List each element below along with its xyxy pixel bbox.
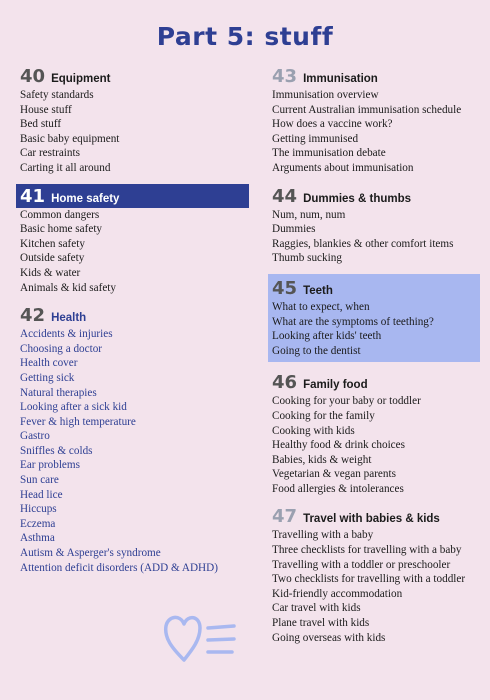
list-item[interactable]: Car travel with kids: [272, 602, 361, 615]
list-item[interactable]: Asthma: [20, 532, 55, 545]
section-number: 42: [20, 305, 46, 327]
list-item[interactable]: Vegetarian & vegan parents: [272, 468, 396, 481]
section-items: [268, 394, 480, 496]
list-item[interactable]: Animals & kid safety: [20, 281, 117, 294]
section-number: 45: [272, 277, 298, 299]
section-equipment: [16, 64, 249, 176]
list-item[interactable]: Healthy food & drink choices: [272, 439, 405, 452]
list-item[interactable]: Current Australian immunisation schedule: [272, 103, 462, 116]
list-item[interactable]: Sun care: [20, 474, 59, 487]
section-teeth: [268, 274, 480, 362]
list-item[interactable]: Autism & Asperger's syndrome: [20, 547, 161, 560]
section-title[interactable]: Health: [51, 312, 87, 325]
list-item[interactable]: Getting sick: [20, 371, 75, 384]
section-number: 43: [272, 66, 298, 87]
list-item[interactable]: How does a vaccine work?: [272, 118, 393, 131]
list-item[interactable]: Eczema: [20, 517, 56, 530]
list-item[interactable]: Car restraints: [20, 147, 80, 160]
section-title[interactable]: Family food: [303, 379, 368, 392]
page-title: Part 5: stuff: [156, 22, 334, 51]
section-items: [16, 327, 249, 575]
list-item[interactable]: Outside safety: [20, 252, 85, 265]
section-number: 46: [272, 372, 298, 394]
list-item[interactable]: The immunisation debate: [272, 147, 386, 160]
list-item[interactable]: Kids & water: [20, 266, 81, 279]
section-title[interactable]: Teeth: [303, 284, 333, 297]
section-health: [16, 303, 249, 575]
list-item[interactable]: Gastro: [20, 430, 50, 443]
list-item[interactable]: Arguments about immunisation: [272, 161, 414, 174]
list-item[interactable]: Ear problems: [20, 459, 80, 472]
list-item[interactable]: Travelling with a baby: [272, 529, 374, 542]
section-header: [16, 303, 249, 327]
section-header: [268, 64, 480, 88]
section-title[interactable]: Dummies & thumbs: [303, 192, 412, 205]
list-item[interactable]: Cooking with kids: [272, 424, 355, 437]
list-item[interactable]: Common dangers: [20, 208, 100, 221]
section-number: 47: [272, 506, 298, 528]
list-item[interactable]: Safety standards: [20, 89, 94, 101]
list-item[interactable]: Fever & high temperature: [20, 415, 136, 428]
list-item[interactable]: Num, num, num: [272, 208, 346, 221]
section-immunisation: [268, 64, 480, 176]
section-family-food: [268, 370, 480, 496]
section-dummies-thumbs: [268, 184, 480, 266]
section-header: [16, 184, 249, 208]
left-column: [16, 64, 249, 583]
section-header: [268, 276, 480, 300]
list-item[interactable]: Carting it all around: [20, 161, 111, 174]
list-item[interactable]: Hiccups: [20, 503, 57, 516]
section-items: [268, 528, 480, 645]
list-item[interactable]: Looking after kids' teeth: [272, 330, 382, 343]
list-item[interactable]: Travelling with a toddler or preschooler: [272, 558, 451, 571]
list-item[interactable]: Basic home safety: [20, 223, 103, 236]
section-items: [268, 208, 480, 266]
list-item[interactable]: Sniffles & colds: [20, 444, 93, 457]
section-items: [268, 88, 480, 176]
list-item[interactable]: Thumb sucking: [272, 252, 342, 265]
list-item[interactable]: Accidents & injuries: [20, 328, 113, 341]
section-title[interactable]: Travel with babies & kids: [303, 513, 440, 526]
list-item[interactable]: Three checklists for travelling with a baby: [272, 544, 462, 557]
list-item[interactable]: What to expect, when: [272, 300, 370, 313]
list-item[interactable]: Raggies, blankies & other comfort items: [272, 237, 454, 250]
section-title[interactable]: Equipment: [51, 73, 111, 85]
list-item[interactable]: Basic baby equipment: [20, 132, 120, 145]
list-item[interactable]: Kitchen safety: [20, 237, 85, 250]
section-number: 44: [272, 185, 298, 207]
list-item[interactable]: Immunisation overview: [272, 89, 379, 101]
right-column: [268, 64, 480, 653]
list-item[interactable]: Getting immunised: [272, 132, 359, 145]
list-item[interactable]: Bed stuff: [20, 118, 62, 131]
section-home-safety: [16, 184, 249, 296]
section-title[interactable]: Home safety: [51, 192, 120, 205]
section-items: [16, 208, 249, 296]
section-header: [268, 504, 480, 528]
list-item[interactable]: Kid-friendly accommodation: [272, 587, 403, 600]
list-item[interactable]: Plane travel with kids: [272, 617, 370, 630]
list-item[interactable]: Head lice: [20, 488, 63, 501]
list-item[interactable]: Choosing a doctor: [20, 342, 103, 355]
list-item[interactable]: Looking after a sick kid: [20, 401, 127, 414]
section-number: 40: [20, 66, 46, 87]
list-item[interactable]: Dummies: [272, 223, 316, 236]
list-item[interactable]: Attention deficit disorders (ADD & ADHD): [20, 561, 218, 574]
list-item[interactable]: Health cover: [20, 357, 78, 370]
section-items: [16, 88, 249, 176]
heart-list-icon: [162, 604, 238, 666]
list-item[interactable]: House stuff: [20, 103, 72, 116]
section-header: [16, 64, 249, 88]
section-title[interactable]: Immunisation: [303, 73, 378, 85]
list-item[interactable]: Babies, kids & weight: [272, 453, 372, 466]
list-item[interactable]: Going to the dentist: [272, 344, 361, 357]
section-header: [268, 184, 480, 208]
list-item[interactable]: Going overseas with kids: [272, 631, 386, 644]
section-number: 41: [20, 185, 46, 207]
list-item[interactable]: Food allergies & intolerances: [272, 482, 404, 495]
section-travel: [268, 504, 480, 645]
list-item[interactable]: What are the symptoms of teething?: [272, 315, 434, 328]
section-header: [268, 370, 480, 394]
list-item[interactable]: Natural therapies: [20, 386, 97, 399]
list-item[interactable]: Two checklists for travelling with a toddler: [272, 573, 466, 586]
list-item[interactable]: Cooking for your baby or toddler: [272, 395, 421, 408]
list-item[interactable]: Cooking for the family: [272, 409, 375, 422]
section-items: [268, 300, 480, 358]
